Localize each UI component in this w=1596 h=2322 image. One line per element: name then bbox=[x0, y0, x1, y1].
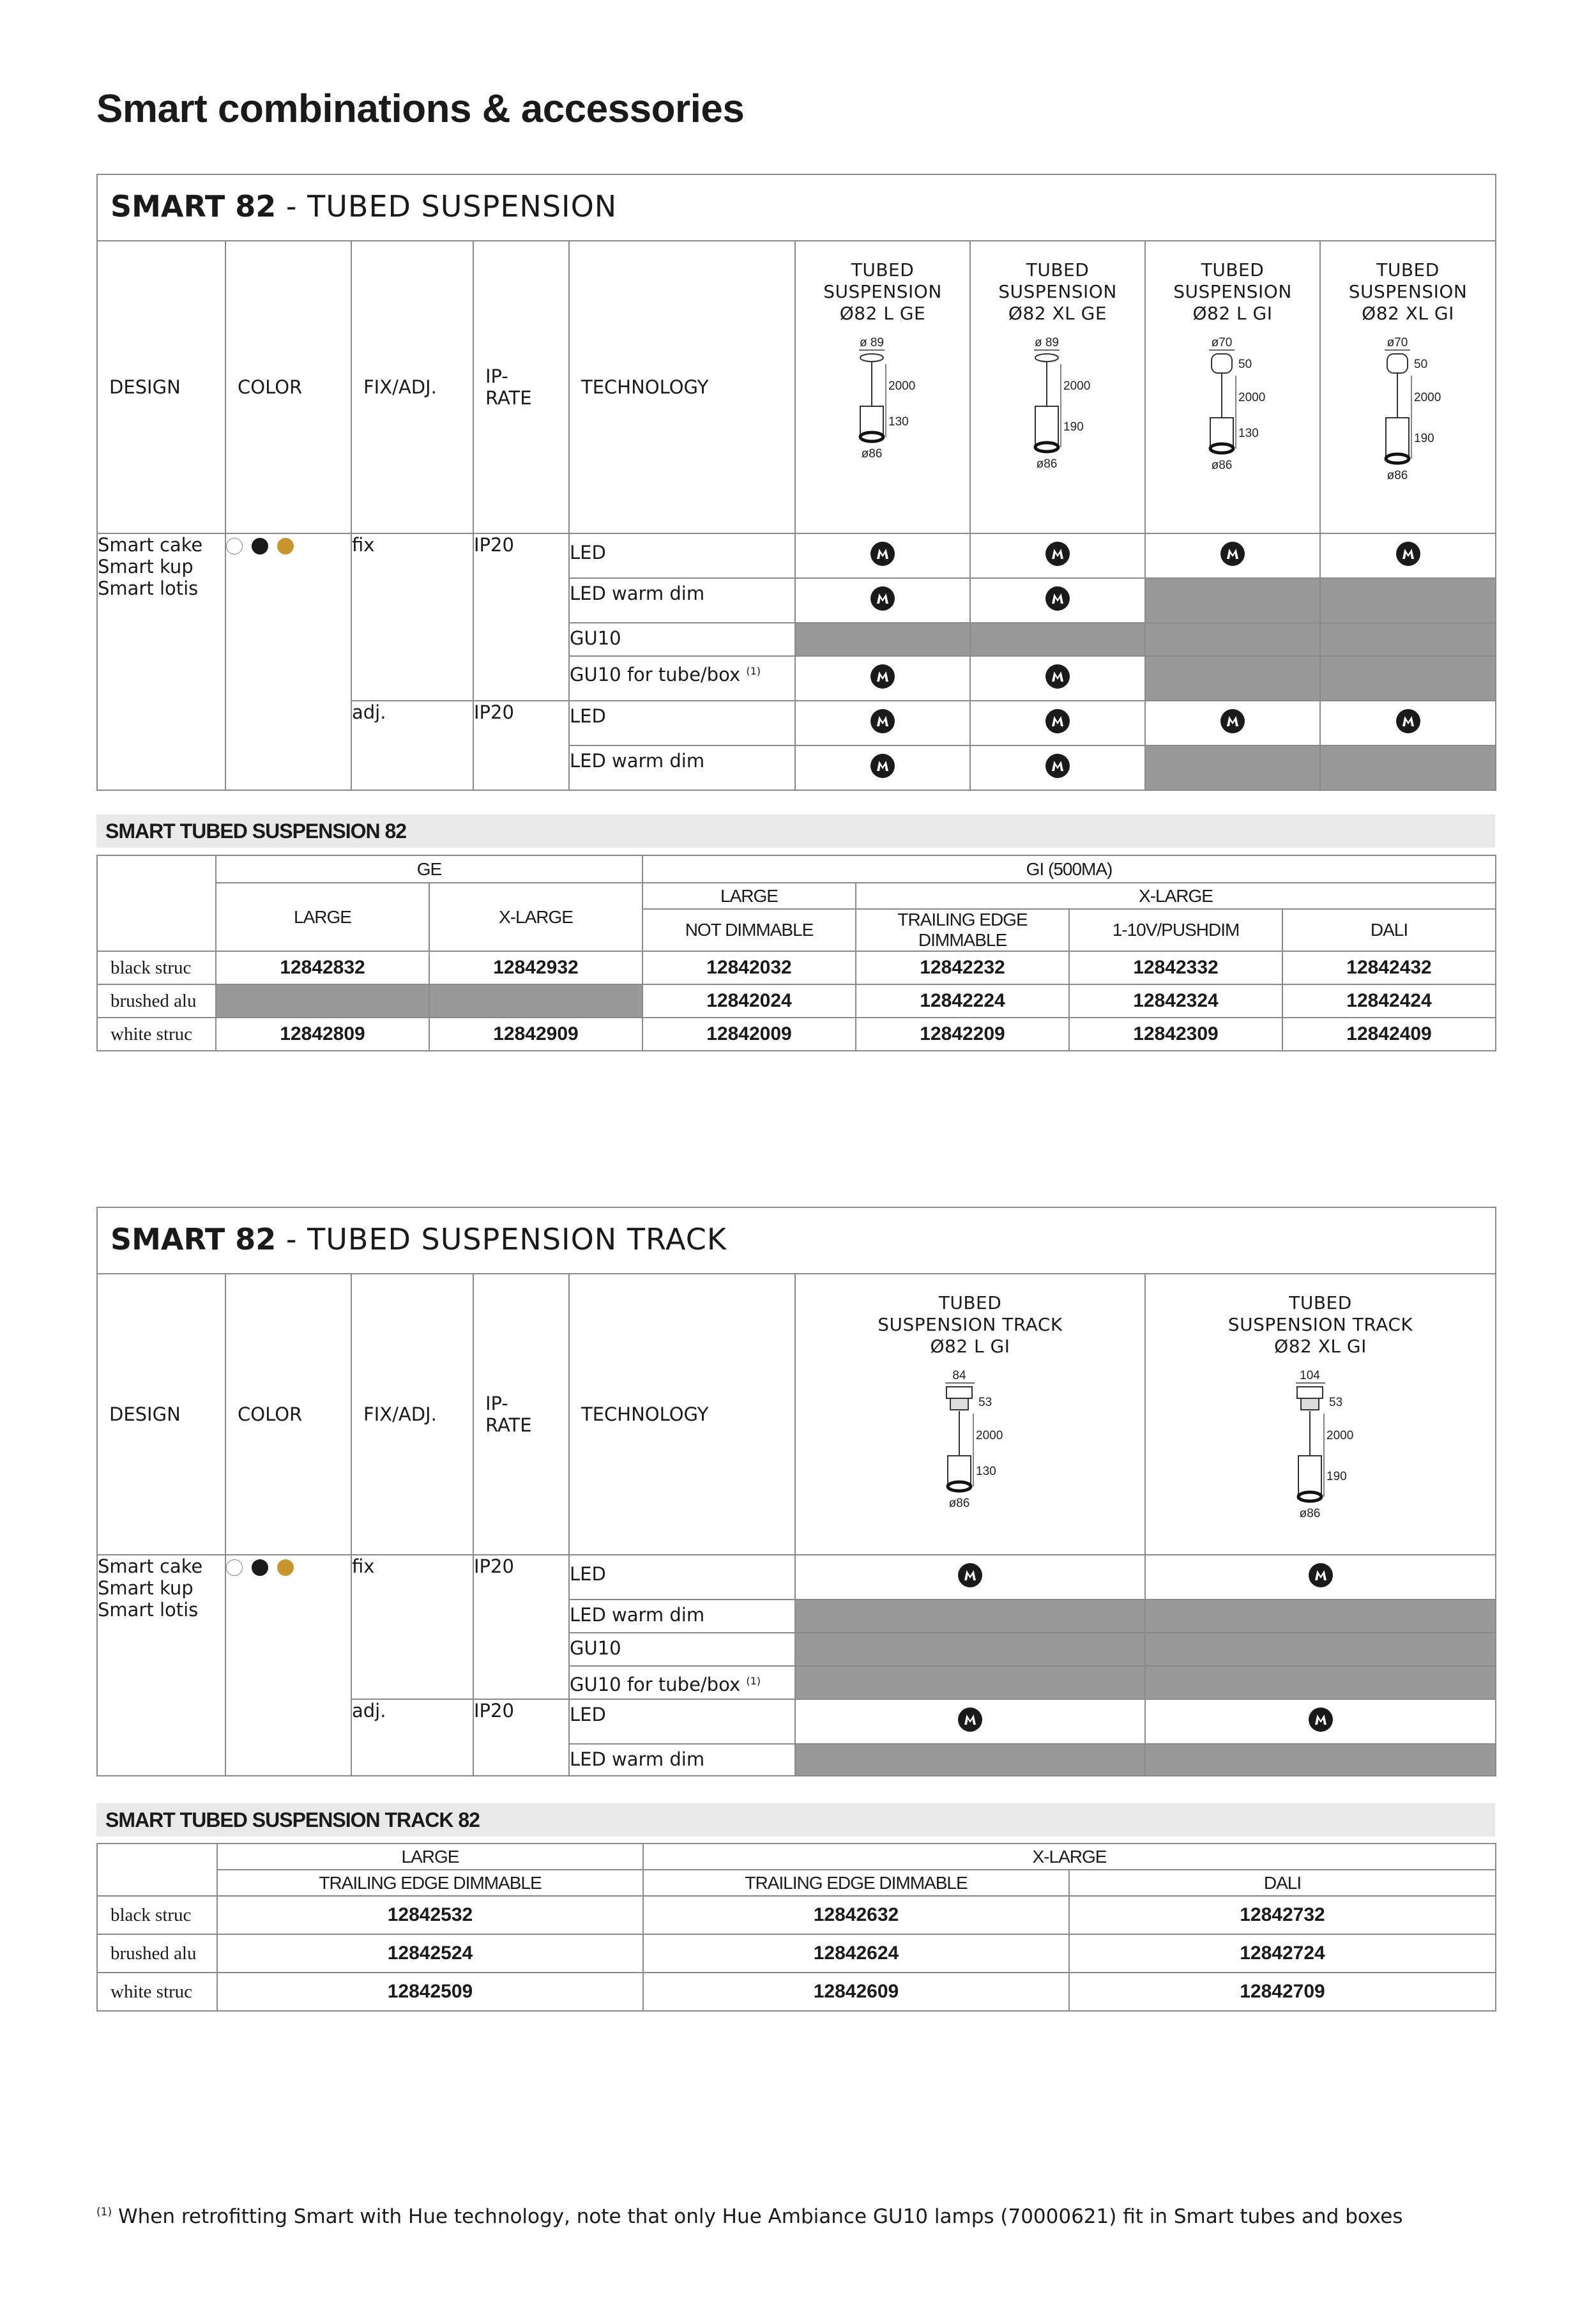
technology-label bbox=[569, 578, 795, 623]
fix-mount: fix bbox=[351, 1555, 473, 1699]
tubed-suspension-codes bbox=[96, 855, 1496, 1051]
availability-cell bbox=[795, 578, 970, 623]
product-name: TUBED SUSPENSION TRACK Ø82 L GI bbox=[878, 1292, 1063, 1357]
svg-text:190: 190 bbox=[1326, 1470, 1347, 1483]
m-mark-icon bbox=[1220, 708, 1245, 734]
m-mark-icon bbox=[957, 1707, 983, 1732]
availability-cell bbox=[970, 745, 1145, 790]
matrix-title: SMART 82 - TUBED SUSPENSION bbox=[97, 174, 1496, 241]
unavailable-cell bbox=[1145, 623, 1320, 656]
unavailable-cell bbox=[795, 1744, 1145, 1776]
color-header: COLOR bbox=[225, 241, 351, 533]
tubed-suspension-track-codes bbox=[96, 1843, 1496, 2012]
footnote-ref: (1) bbox=[746, 1675, 761, 1687]
svg-text:2000: 2000 bbox=[1238, 391, 1266, 404]
svg-text:130: 130 bbox=[976, 1465, 996, 1478]
m-mark-icon bbox=[870, 586, 895, 611]
group-gi: GI (500MA) bbox=[642, 855, 1496, 883]
unavailable-cell bbox=[970, 623, 1145, 656]
svg-text:130: 130 bbox=[888, 415, 909, 429]
m-mark-icon bbox=[870, 664, 895, 689]
order-code: 12842232 bbox=[856, 951, 1069, 984]
technology-label bbox=[569, 1699, 795, 1744]
availability-cell bbox=[1320, 701, 1496, 745]
product-column-header bbox=[1320, 241, 1496, 533]
order-code: 12842324 bbox=[1069, 984, 1282, 1018]
technology-name: GU10 bbox=[570, 627, 621, 649]
svg-text:ø70: ø70 bbox=[1211, 337, 1233, 349]
size-xlarge: X-LARGE bbox=[643, 1844, 1496, 1870]
matrix-title: SMART 82 - TUBED SUSPENSION TRACK bbox=[97, 1207, 1496, 1274]
product-name: TUBED SUSPENSION Ø82 XL GI bbox=[1348, 259, 1468, 324]
product-column-header bbox=[970, 241, 1145, 533]
code-row bbox=[97, 951, 1496, 984]
product-column-header bbox=[1145, 241, 1320, 533]
design-list: Smart cake Smart kup Smart lotis bbox=[97, 1555, 225, 1776]
order-code: 12842724 bbox=[1069, 1934, 1496, 1973]
technology-label bbox=[569, 533, 795, 578]
variant-trailing-edge: TRAILING EDGE DIMMABLE bbox=[217, 1870, 643, 1896]
product-name: TUBED SUSPENSION Ø82 L GE bbox=[823, 259, 942, 324]
color-swatch bbox=[277, 538, 294, 554]
svg-text:104: 104 bbox=[1299, 1370, 1320, 1382]
unavailable-cell bbox=[795, 1666, 1145, 1699]
m-mark-icon bbox=[1395, 708, 1421, 734]
unavailable-cell bbox=[1145, 1600, 1496, 1633]
svg-text:ø86: ø86 bbox=[1211, 459, 1233, 472]
codes-corner bbox=[97, 1844, 217, 1896]
order-code: 12842609 bbox=[643, 1973, 1069, 2011]
availability-cell bbox=[970, 701, 1145, 745]
technology-label bbox=[569, 1744, 795, 1776]
ip-rate: IP20 bbox=[473, 1699, 569, 1776]
technology-header: TECHNOLOGY bbox=[569, 241, 795, 533]
order-code: 12842809 bbox=[216, 1018, 429, 1051]
m-mark-icon bbox=[870, 541, 895, 567]
order-code: 12842632 bbox=[643, 1896, 1069, 1934]
technology-name: LED bbox=[570, 1704, 606, 1725]
svg-text:ø 89: ø 89 bbox=[859, 337, 885, 349]
footnote-ref: (1) bbox=[746, 665, 761, 677]
color-swatches bbox=[225, 533, 351, 790]
variant-trailing-edge: TRAILING EDGE DIMMABLE bbox=[643, 1870, 1069, 1896]
order-code: 12842709 bbox=[1069, 1973, 1496, 2011]
svg-text:53: 53 bbox=[1328, 1396, 1342, 1409]
variant-dali: DALI bbox=[1069, 1870, 1496, 1896]
code-row bbox=[97, 1896, 1496, 1934]
svg-text:53: 53 bbox=[978, 1396, 992, 1409]
m-mark-icon bbox=[870, 753, 895, 779]
ip-rate-header: IP- RATE bbox=[473, 241, 569, 533]
order-code: 12842832 bbox=[216, 951, 429, 984]
unavailable-cell bbox=[1145, 1666, 1496, 1699]
svg-text:130: 130 bbox=[1238, 427, 1259, 440]
svg-text:ø86: ø86 bbox=[1299, 1507, 1320, 1520]
finish-label: black struc bbox=[97, 1896, 217, 1934]
matrix-row bbox=[97, 533, 1496, 578]
ip-rate: IP20 bbox=[473, 1555, 569, 1699]
m-mark-icon bbox=[1220, 541, 1245, 567]
order-code: 12842932 bbox=[429, 951, 642, 984]
svg-text:2000: 2000 bbox=[888, 379, 916, 393]
order-code: 12842424 bbox=[1282, 984, 1496, 1018]
availability-cell bbox=[795, 701, 970, 745]
adj-mount: adj. bbox=[351, 1699, 473, 1776]
product-column-header bbox=[795, 1274, 1145, 1555]
technology-label bbox=[569, 1555, 795, 1600]
product-name: TUBED SUSPENSION Ø82 L GI bbox=[1173, 259, 1292, 324]
svg-text:ø86: ø86 bbox=[1036, 457, 1058, 471]
m-mark-icon bbox=[957, 1562, 983, 1588]
availability-cell bbox=[970, 656, 1145, 701]
technology-header: TECHNOLOGY bbox=[569, 1274, 795, 1555]
m-mark-icon bbox=[1045, 541, 1070, 567]
fixture-diagram bbox=[1360, 337, 1456, 497]
codes-table-title: SMART TUBED SUSPENSION 82 bbox=[96, 814, 1495, 848]
svg-text:ø86: ø86 bbox=[948, 1497, 970, 1510]
svg-text:ø70: ø70 bbox=[1387, 337, 1408, 349]
unavailable-cell bbox=[1320, 656, 1496, 701]
order-code: 12842009 bbox=[642, 1018, 856, 1051]
product-name: TUBED SUSPENSION TRACK Ø82 XL GI bbox=[1227, 1292, 1413, 1357]
svg-text:50: 50 bbox=[1238, 358, 1252, 371]
order-code: 12842209 bbox=[856, 1018, 1069, 1051]
m-mark-icon bbox=[1308, 1562, 1334, 1588]
design-header: DESIGN bbox=[97, 241, 225, 533]
technology-name: GU10 bbox=[570, 1637, 621, 1659]
fix-mount: fix bbox=[351, 533, 473, 701]
order-code: 12842432 bbox=[1282, 951, 1496, 984]
unavailable-cell bbox=[1145, 1744, 1496, 1776]
technology-name: LED bbox=[570, 542, 606, 563]
m-mark-icon bbox=[1045, 664, 1070, 689]
product-name: TUBED SUSPENSION Ø82 XL GE bbox=[998, 259, 1117, 324]
svg-text:190: 190 bbox=[1063, 420, 1084, 434]
availability-cell bbox=[795, 656, 970, 701]
technology-label bbox=[569, 701, 795, 745]
availability-cell bbox=[970, 533, 1145, 578]
unavailable-cell bbox=[429, 984, 642, 1018]
size-large: LARGE bbox=[216, 883, 429, 951]
svg-text:190: 190 bbox=[1413, 432, 1434, 445]
code-row bbox=[97, 1934, 1496, 1973]
color-swatch bbox=[277, 1559, 294, 1576]
variant-pushdim: 1-10V/PUSHDIM bbox=[1069, 909, 1282, 951]
order-code: 12842024 bbox=[642, 984, 856, 1018]
technology-name: LED bbox=[570, 1563, 606, 1585]
technology-name: GU10 for tube/box bbox=[570, 664, 741, 685]
svg-text:ø86: ø86 bbox=[861, 447, 883, 461]
availability-cell bbox=[1145, 701, 1320, 745]
unavailable-cell bbox=[795, 1633, 1145, 1666]
finish-label: brushed alu bbox=[97, 984, 216, 1018]
m-mark-icon bbox=[1045, 753, 1070, 779]
availability-cell bbox=[1145, 533, 1320, 578]
availability-cell bbox=[1145, 1555, 1496, 1600]
availability-cell bbox=[795, 745, 970, 790]
product-column-header bbox=[1145, 1274, 1496, 1555]
technology-name: LED bbox=[570, 705, 606, 727]
color-header: COLOR bbox=[225, 1274, 351, 1555]
order-code: 12842409 bbox=[1282, 1018, 1496, 1051]
order-code: 12842032 bbox=[642, 951, 856, 984]
svg-text:50: 50 bbox=[1413, 358, 1427, 371]
codes-corner bbox=[97, 855, 216, 951]
ip-rate: IP20 bbox=[473, 701, 569, 790]
order-code: 12842309 bbox=[1069, 1018, 1282, 1051]
size-xlarge: X-LARGE bbox=[856, 883, 1496, 909]
unavailable-cell bbox=[216, 984, 429, 1018]
size-xlarge: X-LARGE bbox=[429, 883, 642, 951]
m-mark-icon bbox=[1308, 1707, 1334, 1732]
color-swatch bbox=[252, 538, 268, 554]
finish-label: white struc bbox=[97, 1018, 216, 1051]
availability-cell bbox=[795, 1699, 1145, 1744]
svg-text:ø 89: ø 89 bbox=[1034, 337, 1060, 349]
order-code: 12842509 bbox=[217, 1973, 643, 2011]
footnote: $^{(1)}$ When retrofitting Smart with Hue technology, note that only Hue Ambiance GU10 lamps (70000621) fit in Smart tubes and boxes bbox=[96, 2205, 1403, 2228]
order-code: 12842532 bbox=[217, 1896, 643, 1934]
finish-label: black struc bbox=[97, 951, 216, 984]
technology-name: GU10 for tube/box bbox=[570, 1674, 741, 1695]
design-list: Smart cake Smart kup Smart lotis bbox=[97, 533, 225, 790]
technology-label bbox=[569, 1600, 795, 1633]
finish-label: white struc bbox=[97, 1973, 217, 2011]
adj-mount: adj. bbox=[351, 701, 473, 790]
order-code: 12842909 bbox=[429, 1018, 642, 1051]
svg-text:2000: 2000 bbox=[1413, 391, 1441, 404]
variant-not-dimmable: NOT DIMMABLE bbox=[642, 909, 856, 951]
svg-text:2000: 2000 bbox=[1063, 379, 1091, 393]
unavailable-cell bbox=[1320, 578, 1496, 623]
unavailable-cell bbox=[1145, 1633, 1496, 1666]
size-large: LARGE bbox=[642, 883, 856, 909]
product-column-header bbox=[795, 241, 970, 533]
order-code: 12842332 bbox=[1069, 951, 1282, 984]
unavailable-cell bbox=[1145, 578, 1320, 623]
technology-name: LED warm dim bbox=[570, 1604, 705, 1626]
fix-adj-header: FIX/ADJ. bbox=[351, 1274, 473, 1555]
tubed-suspension-track-matrix bbox=[96, 1207, 1496, 1776]
technology-label bbox=[569, 1666, 795, 1699]
code-row bbox=[97, 984, 1496, 1018]
technology-label bbox=[569, 1633, 795, 1666]
m-mark-icon bbox=[1395, 541, 1421, 567]
order-code: 12842732 bbox=[1069, 1896, 1496, 1934]
size-large: LARGE bbox=[217, 1844, 643, 1870]
unavailable-cell bbox=[795, 1600, 1145, 1633]
svg-text:ø86: ø86 bbox=[1387, 469, 1408, 482]
unavailable-cell bbox=[1320, 745, 1496, 790]
svg-text:2000: 2000 bbox=[1326, 1429, 1353, 1442]
unavailable-cell bbox=[1320, 623, 1496, 656]
unavailable-cell bbox=[1145, 745, 1320, 790]
technology-name: LED warm dim bbox=[570, 1748, 705, 1770]
code-row bbox=[97, 1973, 1496, 2011]
tubed-suspension-matrix bbox=[96, 174, 1496, 791]
codes-table-title: SMART TUBED SUSPENSION TRACK 82 bbox=[96, 1803, 1495, 1837]
technology-label bbox=[569, 656, 795, 701]
fixture-diagram bbox=[1273, 1370, 1369, 1543]
group-ge: GE bbox=[216, 855, 642, 883]
m-mark-icon bbox=[870, 708, 895, 734]
color-swatches bbox=[225, 1555, 351, 1776]
variant-trailing-edge: TRAILING EDGE DIMMABLE bbox=[856, 909, 1069, 951]
ip-rate: IP20 bbox=[473, 533, 569, 701]
code-row bbox=[97, 1018, 1496, 1051]
color-swatch bbox=[252, 1559, 268, 1576]
technology-name: LED warm dim bbox=[570, 583, 705, 604]
color-swatch bbox=[226, 1559, 243, 1576]
unavailable-cell bbox=[795, 623, 970, 656]
availability-cell bbox=[970, 578, 1145, 623]
svg-text:84: 84 bbox=[952, 1370, 966, 1382]
matrix-row bbox=[97, 1555, 1496, 1600]
unavailable-cell bbox=[1145, 656, 1320, 701]
page-title: Smart combinations & accessories bbox=[96, 87, 745, 131]
finish-label: brushed alu bbox=[97, 1934, 217, 1973]
technology-name: LED warm dim bbox=[570, 750, 705, 772]
m-mark-icon bbox=[1045, 708, 1070, 734]
color-swatch bbox=[226, 538, 243, 554]
availability-cell bbox=[795, 1555, 1145, 1600]
fix-adj-header: FIX/ADJ. bbox=[351, 241, 473, 533]
availability-cell bbox=[1320, 533, 1496, 578]
ip-rate-header: IP- RATE bbox=[473, 1274, 569, 1555]
fixture-diagram bbox=[1185, 337, 1281, 497]
order-code: 12842624 bbox=[643, 1934, 1069, 1973]
availability-cell bbox=[795, 533, 970, 578]
order-code: 12842524 bbox=[217, 1934, 643, 1973]
variant-dali: DALI bbox=[1282, 909, 1496, 951]
design-header: DESIGN bbox=[97, 1274, 225, 1555]
fixture-diagram bbox=[1010, 337, 1106, 497]
fixture-diagram bbox=[835, 337, 931, 497]
svg-text:2000: 2000 bbox=[976, 1429, 1003, 1442]
fixture-diagram bbox=[922, 1370, 1018, 1543]
technology-label bbox=[569, 745, 795, 790]
technology-label bbox=[569, 623, 795, 656]
m-mark-icon bbox=[1045, 586, 1070, 611]
availability-cell bbox=[1145, 1699, 1496, 1744]
order-code: 12842224 bbox=[856, 984, 1069, 1018]
